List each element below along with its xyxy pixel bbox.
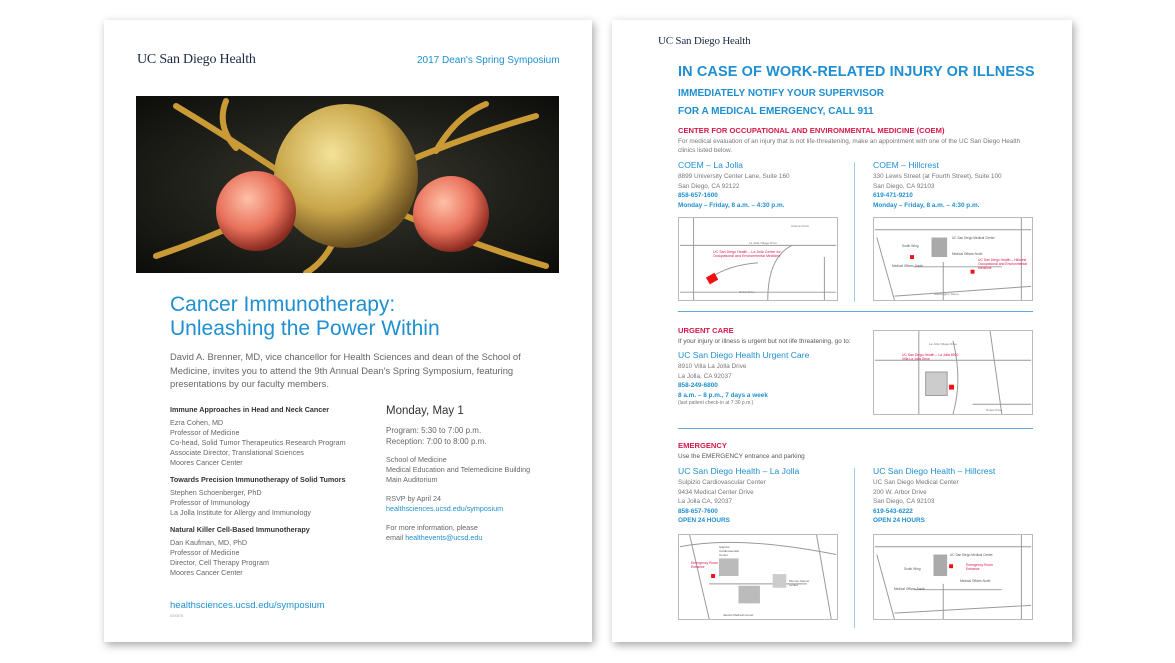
urgent-hours: 8 a.m. – 8 p.m., 7 days a week [678,391,768,399]
map-street: La Jolla Village Drive [929,342,957,346]
email-link[interactable]: healthevents@ucsd.edu [405,533,483,542]
map-building: Moores Cancer Center [789,579,810,587]
speaker-line: Stephen Schoenberger, PhD [170,488,262,497]
speaker-line: La Jolla Institute for Allergy and Immunology [170,508,312,517]
urgent-name: UC San Diego Health Urgent Care [678,350,810,360]
map-building: Jacobs Medical Center [723,613,754,617]
er-building: Sulpizio Cardiovascular Center [678,479,766,486]
clinic-name: COEM – Hillcrest [873,160,939,170]
section-divider [678,311,1033,312]
speaker-line: Professor of Medicine [170,428,240,437]
coem-hillcrest [873,160,1053,210]
urgent-city: La Jolla, CA 92037 [678,372,732,380]
rsvp-link[interactable]: healthsciences.ucsd.edu/symposium [386,504,504,513]
cancer-cell-image [136,96,559,273]
footer-link[interactable]: healthsciences.ucsd.edu/symposium [170,600,325,611]
intro-paragraph: David A. Brenner, MD, vice chancellor for Health Sciences and dean of the School of Medicine, invites you to attend the 9th Annual Dean's Spring Symposium, featuring presentations by our faculty members. [170,351,521,389]
er-hours: OPEN 24 HOURS [873,517,925,525]
speaker-line: Co-head, Solid Tumor Therapeutics Research Program [170,438,346,447]
ucsd-health-logo: UC San Diego Health [658,35,751,47]
event-title [170,293,440,341]
info-text: For more information, please [386,523,478,532]
er-name: UC San Diego Health – La Jolla [678,466,800,476]
section-divider [678,428,1033,429]
er-phone[interactable]: 619-543-6222 [873,507,913,515]
map-street: Washington Street [934,292,959,296]
map-street: Athena Circle [791,224,810,228]
map-building: Medical Offices North [952,252,983,256]
speaker-line: Professor of Medicine [170,548,240,557]
symposium-flyer [104,20,592,642]
speaker-line: Moores Cancer Center [170,568,243,577]
title-line-2: Unleashing the Power Within [170,317,440,340]
venue-line: School of Medicine [386,455,447,464]
venue-line: Main Auditorium [386,475,438,484]
ucsd-health-logo: UC San Diego Health [137,52,256,67]
clinic-address: 330 Lewis Street (at Fourth Street), Suite 100 [873,173,1002,180]
talk-title: Towards Precision Immunotherapy of Solid Tumors [170,475,346,484]
map-building: Medical Offices North [960,579,991,583]
map-label: Emergency Room Entrance [966,563,994,571]
event-date: Monday, May 1 [386,405,464,417]
er-building: UC San Diego Medical Center [873,479,959,486]
er-phone[interactable]: 858-657-7600 [678,507,718,515]
er-city: San Diego, CA 92103 [873,498,935,506]
map-urgent-care [873,330,1033,415]
urgent-address: 8910 Villa La Jolla Drive [678,363,747,370]
call-911: FOR A MEDICAL EMERGENCY, CALL 911 [678,106,874,117]
urgent-note: (last patient check-in at 7:30 p.m.) [678,400,754,407]
er-city: La Jolla CA, 92037 [678,498,733,506]
program-time: Program: 5:30 to 7:00 p.m. [386,426,482,435]
map-street: La Jolla Village Drive [749,241,777,245]
map-building: Medical Offices South [894,587,925,591]
clinic-phone[interactable]: 619-471-9210 [873,192,913,200]
urgent-description: If your injury or illness is urgent but not life threatening, go to: [678,338,851,345]
map-label: UC San Diego Health – La Jolla Center for Occupational and Environmental Medicine [713,250,781,259]
talk-block [170,525,370,578]
talks-list [170,405,370,585]
title-line-1: Cancer Immunotherapy: [170,293,396,316]
clinic-city: San Diego, CA 92103 [873,182,935,190]
coem-heading: CENTER FOR OCCUPATIONAL AND ENVIRONMENTAL MEDICINE (COEM) [678,126,945,135]
talk-title: Natural Killer Cell-Based Immunotherapy [170,525,310,534]
er-name: UC San Diego Health – Hillcrest [873,466,996,476]
emergency-hillcrest [873,466,1053,526]
map-building: South Wing [904,567,921,571]
clinic-phone[interactable]: 858-657-1600 [678,192,718,200]
speaker-line: Associate Director, Translational Sciences [170,448,304,457]
rsvp-text: RSVP by April 24 [386,494,442,503]
event-details [386,405,566,543]
coem-la-jolla [678,160,858,210]
map-building: UC San Diego Medical Center [950,553,993,557]
map-building: South Wing [902,244,919,248]
map-street: Nobel Drive [986,408,1002,412]
talk-title: Immune Approaches in Head and Neck Cancer [170,405,330,414]
column-divider [854,162,855,302]
speaker-line: Dan Kaufman, MD, PhD [170,538,248,547]
event-label: 2017 Dean's Spring Symposium [417,55,560,66]
clinic-name: COEM – La Jolla [678,160,743,170]
map-label: Emergency Room Entrance [691,561,719,569]
map-street: Nobel Drive [739,290,755,294]
er-address: 9434 Medical Center Drive [678,488,754,496]
talk-block [170,405,370,468]
emergency-la-jolla [678,466,858,526]
emergency-heading: EMERGENCY [678,441,727,450]
map-building: UC San Diego Medical Center [952,236,995,240]
urgent-phone[interactable]: 858-249-6800 [678,382,718,390]
er-hours: OPEN 24 HOURS [678,517,730,525]
injury-flyer [612,20,1072,642]
emergency-description: Use the EMERGENCY entrance and parking [678,453,805,460]
map-label: UC San Diego Health – Hillcrest Occupational and Environmental Medicine [978,258,1028,271]
speaker-line: Director, Cell Therapy Program [170,558,269,567]
notify-supervisor: IMMEDIATELY NOTIFY YOUR SUPERVISOR [678,88,884,99]
map-building: Medical Offices South [892,264,923,268]
venue-line: Medical Education and Telemedicine Building [386,465,531,474]
urgent-heading: URGENT CARE [678,326,734,335]
speaker-line: Professor of Immunology [170,498,250,507]
map-coem-la-jolla [678,217,838,301]
document-code: ID00675 [170,614,184,618]
clinic-city: San Diego, CA 92122 [678,182,740,190]
er-address: 200 W. Arbor Drive [873,488,927,496]
urgent-care-section [678,326,858,406]
map-label: UC San Diego Health – La Jolla 8910 Villa La Jolla Drive [902,353,959,362]
headline: IN CASE OF WORK-RELATED INJURY OR ILLNESS [678,64,1035,80]
email-prefix: email [386,533,404,542]
speaker-line: Ezra Cohen, MD [170,418,224,427]
map-building: Sulpizio Cardiovascular Center [719,545,740,557]
clinic-address: 8899 University Center Lane, Suite 160 [678,173,790,180]
column-divider [854,468,855,628]
talk-block [170,475,370,518]
coem-description: For medical evaluation of an injury that is not life-threatening, make an appointment with one of the UC San Diego Health clinics listed below. [678,138,1021,154]
map-coem-hillcrest [873,217,1033,301]
map-er-la-jolla [678,534,838,620]
map-er-hillcrest [873,534,1033,620]
speaker-line: Moores Cancer Center [170,458,243,467]
clinic-hours: Monday – Friday, 8 a.m. – 4:30 p.m. [873,201,980,209]
clinic-hours: Monday – Friday, 8 a.m. – 4:30 p.m. [678,201,785,209]
reception-time: Reception: 7:00 to 8:00 p.m. [386,437,487,446]
